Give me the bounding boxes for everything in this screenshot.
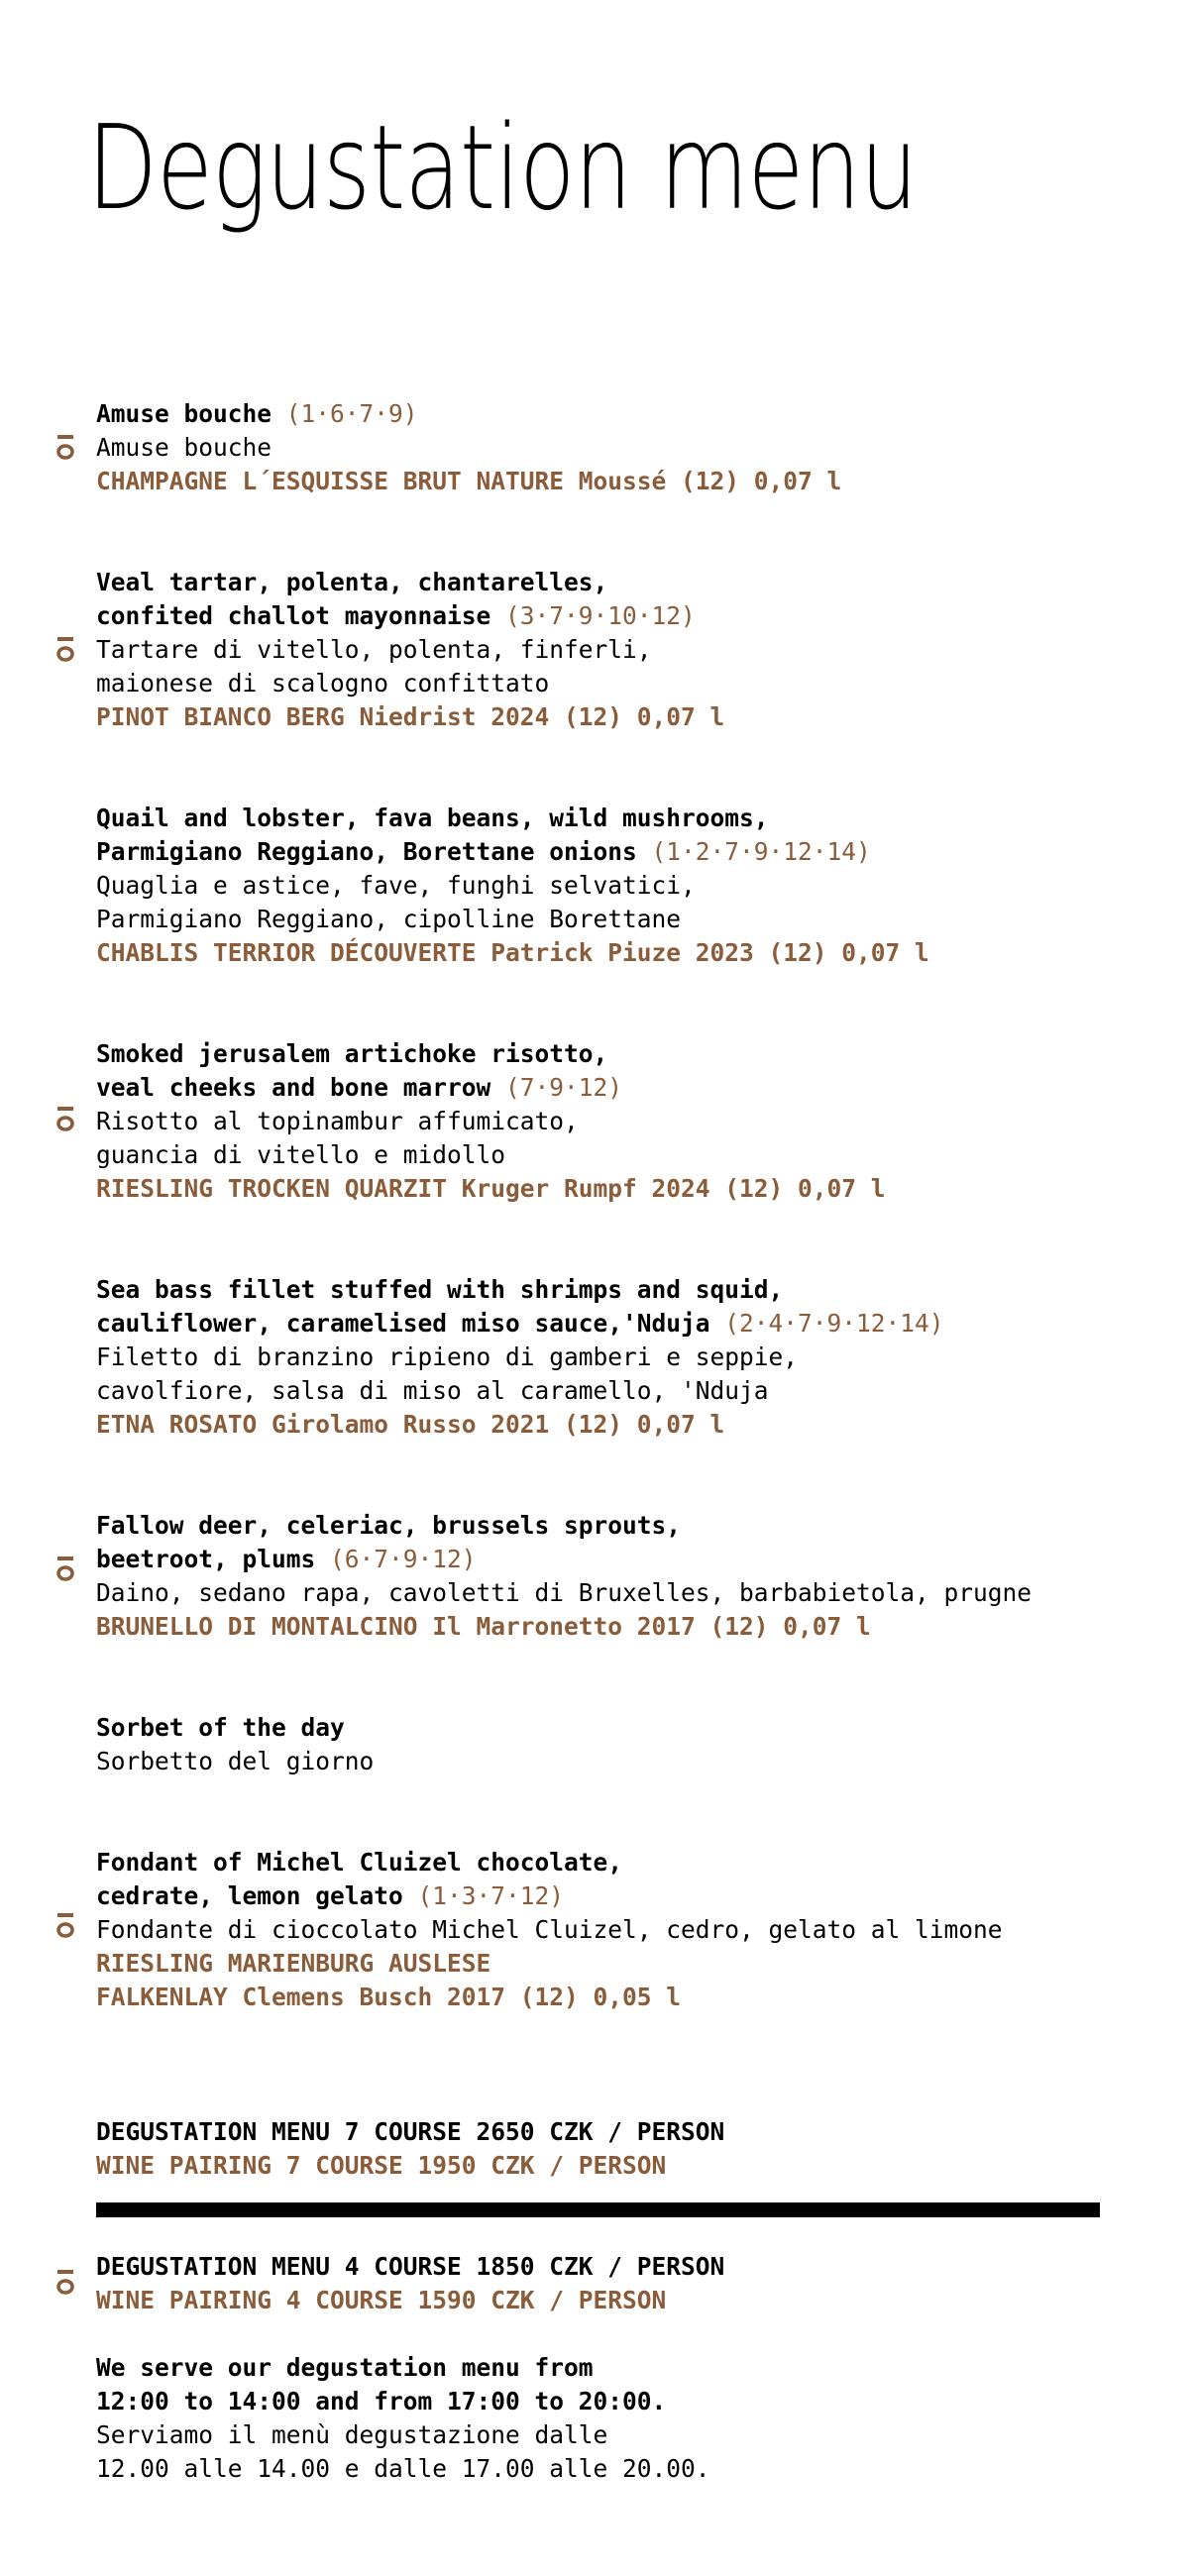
- course-4: [96, 1037, 1146, 1206]
- course-name-italian: Parmigiano Reggiano, cipolline Borettane: [96, 905, 682, 933]
- wine-pairing: CHAMPAGNE L´ESQUISSE BRUT NATURE Moussé (12) 0,07 l: [96, 467, 842, 495]
- allergen-codes: (7·9·12): [505, 1073, 623, 1102]
- allergen-codes: (1·2·7·9·12·14): [651, 837, 871, 866]
- course-name-italian: Sorbetto del giorno: [96, 1747, 375, 1775]
- course-name: Sorbet of the day: [96, 1713, 345, 1742]
- course-name: Veal tartar, polenta, chantarelles,: [96, 568, 608, 596]
- course-name-italian: Daino, sedano rapa, cavoletti di Bruxelles, barbabietola, prugne: [96, 1578, 1033, 1607]
- wine-pairing: PINOT BIANCO BERG Niedrist 2024 (12) 0,07 l: [96, 702, 725, 731]
- course-name: confited challot mayonnaise: [96, 601, 491, 630]
- wine-pairing: CHABLIS TERRIOR DÉCOUVERTE Patrick Piuze 2023 (12) 0,07 l: [96, 938, 929, 967]
- hours-english: We serve our degustation menu from: [96, 2353, 594, 2382]
- course-5: [96, 1273, 1146, 1442]
- pricing-4-course: [96, 2250, 1146, 2317]
- hours-english: 12:00 to 14:00 and from 17:00 to 20:00.: [96, 2387, 667, 2415]
- allergen-codes: (6·7·9·12): [330, 1545, 477, 1573]
- wine-pairing-price: WINE PAIRING 7 COURSE 1950 CZK / PERSON: [96, 2151, 667, 2180]
- course-3: [96, 802, 1146, 970]
- vegetarian-marker-icon: [55, 1556, 75, 1583]
- wine-pairing: BRUNELLO DI MONTALCINO Il Marronetto 2017 (12) 0,07 l: [96, 1612, 871, 1641]
- allergen-codes: (2·4·7·9·12·14): [724, 1309, 944, 1338]
- vegetarian-marker-icon: [55, 2269, 75, 2297]
- vegetarian-marker-icon: [55, 434, 75, 462]
- course-6: [96, 1509, 1146, 1644]
- vegetarian-marker-icon: [55, 1912, 75, 1940]
- course-name-italian: guancia di vitello e midollo: [96, 1140, 506, 1169]
- course-2: [96, 566, 1146, 734]
- course-name-italian: Filetto di branzino ripieno di gamberi e seppie,: [96, 1342, 799, 1371]
- course-name: cauliflower, caramelised miso sauce,'Nduja: [96, 1309, 710, 1338]
- course-name-italian: Risotto al topinambur affumicato,: [96, 1107, 579, 1135]
- allergen-codes: (1·3·7·12): [417, 1881, 565, 1910]
- section-divider: [96, 2202, 1100, 2217]
- hours-italian: Serviamo il menù degustazione dalle: [96, 2420, 608, 2449]
- course-name-italian: Quaglia e astice, fave, funghi selvatici,: [96, 871, 696, 900]
- serving-hours: [96, 2351, 1146, 2486]
- wine-pairing: FALKENLAY Clemens Busch 2017 (12) 0,05 l: [96, 1983, 682, 2011]
- hours-italian: 12.00 alle 14.00 e dalle 17.00 alle 20.00.: [96, 2454, 710, 2483]
- course-name: Quail and lobster, fava beans, wild mushrooms,: [96, 804, 769, 832]
- course-name: Amuse bouche: [96, 399, 272, 428]
- course-7: [96, 1711, 1146, 1778]
- course-name-italian: Fondante di cioccolato Michel Cluizel, cedro, gelato al limone: [96, 1915, 1003, 1944]
- page-title: Degustation menu: [87, 99, 918, 236]
- allergen-codes: (1·6·7·9): [285, 399, 418, 428]
- course-name: Smoked jerusalem artichoke risotto,: [96, 1039, 608, 1068]
- course-name-italian: Amuse bouche: [96, 433, 272, 462]
- course-name: Parmigiano Reggiano, Borettane onions: [96, 837, 637, 866]
- course-name-italian: cavolfiore, salsa di miso al caramello, 'Nduja: [96, 1376, 769, 1405]
- course-name: Fondant of Michel Cluizel chocolate,: [96, 1848, 623, 1877]
- vegetarian-marker-icon: [55, 1106, 75, 1133]
- menu-price: DEGUSTATION MENU 4 COURSE 1850 CZK / PERSON: [96, 2252, 725, 2281]
- course-name: Sea bass fillet stuffed with shrimps and squid,: [96, 1275, 784, 1304]
- wine-pairing: RIESLING MARIENBURG AUSLESE: [96, 1949, 491, 1978]
- course-name-italian: maionese di scalogno confittato: [96, 669, 550, 698]
- course-name: beetroot, plums: [96, 1545, 316, 1573]
- vegetarian-marker-icon: [55, 636, 75, 664]
- course-name: Fallow deer, celeriac, brussels sprouts,: [96, 1511, 682, 1540]
- course-8: [96, 1846, 1146, 2014]
- course-1: [96, 397, 1146, 498]
- menu-price: DEGUSTATION MENU 7 COURSE 2650 CZK / PERSON: [96, 2117, 725, 2146]
- course-name: cedrate, lemon gelato: [96, 1881, 403, 1910]
- course-name: veal cheeks and bone marrow: [96, 1073, 491, 1102]
- wine-pairing-price: WINE PAIRING 4 COURSE 1590 CZK / PERSON: [96, 2286, 667, 2314]
- wine-pairing: ETNA ROSATO Girolamo Russo 2021 (12) 0,07 l: [96, 1410, 725, 1439]
- course-name-italian: Tartare di vitello, polenta, finferli,: [96, 635, 652, 664]
- wine-pairing: RIESLING TROCKEN QUARZIT Kruger Rumpf 2024 (12) 0,07 l: [96, 1174, 886, 1203]
- allergen-codes: (3·7·9·10·12): [505, 601, 696, 630]
- pricing-7-course: [96, 2115, 1146, 2183]
